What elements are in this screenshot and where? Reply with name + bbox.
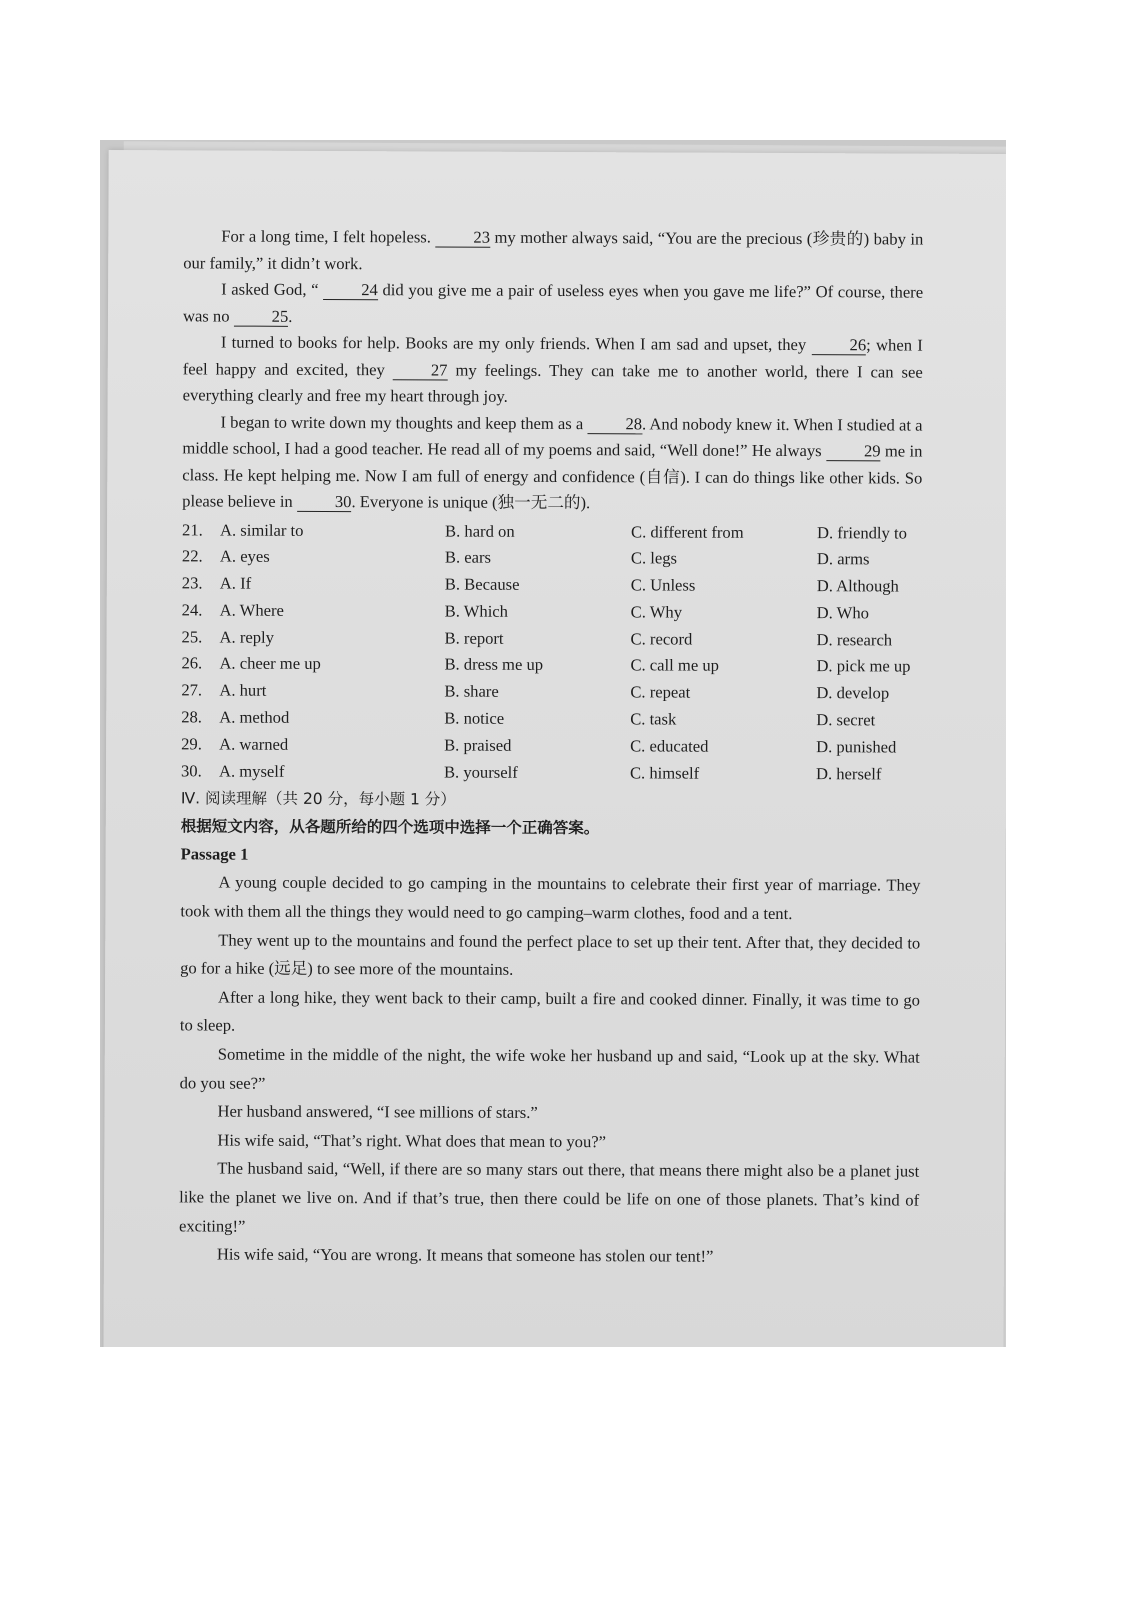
option-a: A. reply bbox=[219, 627, 275, 647]
blank-23: 23 bbox=[435, 228, 490, 247]
blank-27: 27 bbox=[393, 361, 448, 380]
option-a: A. hurt bbox=[219, 680, 267, 701]
question-row bbox=[181, 731, 921, 761]
option-b: B. Because bbox=[444, 574, 520, 594]
question-row bbox=[181, 758, 921, 788]
question-row bbox=[181, 704, 921, 734]
cloze-paragraph-2: I asked God, “ 24 did you give me a pair of useless eyes when you gave me life?” Of course, there was no 25. bbox=[182, 279, 924, 326]
blank-25: 25 bbox=[234, 307, 289, 326]
cloze-paragraph-4: I began to write down my thoughts and keep them as a 28. And nobody knew it. When I studied at a middle school, I had a good teacher. He read all of my poems and said, “Well done!” He always 29 me in class. He kept helping me. Now I am full of energy and confidence (自信). I can do things like other kids. So please believe in 30. Everyone is unique (独一无二的). bbox=[182, 412, 923, 513]
question-number: 22. bbox=[181, 546, 203, 566]
option-c: C. different from bbox=[631, 521, 744, 542]
cloze-paragraph-3: I turned to books for help. Books are my only friends. When I am sad and upset, they 26; when I feel happy and excited, they 27 my feelings. They can take me to another world, there I can see everything clearly and free my heart through joy. bbox=[182, 332, 923, 406]
blank-24: 24 bbox=[323, 281, 378, 300]
option-a: A. eyes bbox=[219, 546, 270, 567]
option-d: D. herself bbox=[815, 763, 882, 784]
question-row bbox=[182, 624, 922, 654]
photo-of-exam-page bbox=[100, 140, 1006, 1347]
option-c: C. Why bbox=[630, 602, 683, 622]
option-a: A. Where bbox=[219, 600, 284, 620]
option-b: B. report bbox=[444, 628, 504, 648]
option-d: D. friendly to bbox=[817, 522, 907, 543]
option-b: B. dress me up bbox=[444, 654, 544, 675]
option-c: C. task bbox=[630, 709, 677, 729]
option-c: C. himself bbox=[629, 762, 700, 783]
cloze-paragraph-1: For a long time, I felt hopeless. 23 my mother always said, “You are the precious (珍贵的) baby in our family,” it didn’t work. bbox=[183, 226, 924, 273]
question-number: 29. bbox=[181, 734, 202, 754]
question-number: 21. bbox=[182, 519, 203, 539]
passage-1-body bbox=[179, 869, 921, 1273]
option-d: D. develop bbox=[816, 683, 890, 703]
option-a: A. method bbox=[219, 707, 290, 727]
exam-sheet bbox=[103, 150, 1006, 1347]
question-number: 24. bbox=[181, 600, 203, 620]
question-number: 30. bbox=[180, 761, 202, 781]
option-c: C. record bbox=[630, 629, 693, 649]
question-number: 27. bbox=[181, 680, 203, 700]
question-row bbox=[182, 597, 922, 627]
option-a: A. similar to bbox=[220, 520, 304, 540]
question-row bbox=[182, 544, 922, 574]
option-b: B. Which bbox=[444, 601, 509, 621]
passage-title: Passage 1 bbox=[180, 844, 249, 865]
option-c: C. repeat bbox=[630, 682, 691, 702]
question-row bbox=[181, 651, 921, 681]
option-c: C. call me up bbox=[630, 655, 719, 676]
answer-options bbox=[181, 517, 922, 788]
option-d: D. Who bbox=[816, 603, 869, 623]
passage-paragraph: His wife said, “That’s right. What does that mean to you?” bbox=[217, 1130, 607, 1152]
option-c: C. Unless bbox=[630, 575, 696, 595]
option-a: A. myself bbox=[218, 761, 285, 781]
passage-paragraph: They went up to the mountains and found the perfect place to set up their tent. After that, they decided to go for a hike (远足) to see more of the mountains. bbox=[180, 930, 921, 980]
option-b: B. ears bbox=[444, 547, 492, 568]
blank-30: 30 bbox=[297, 493, 352, 512]
passage-paragraph: Her husband answered, “I see millions of stars.” bbox=[217, 1101, 538, 1123]
option-a: A. If bbox=[219, 573, 252, 593]
option-b: B. share bbox=[444, 681, 499, 702]
blank-26: 26 bbox=[812, 336, 867, 355]
option-b: B. hard on bbox=[445, 521, 515, 541]
passage-paragraph: A young couple decided to go camping in the mountains to celebrate their first year of marriage. They took with them all the things they would need to go camping–warm clothes, food and a tent. bbox=[180, 872, 921, 924]
option-b: B. praised bbox=[444, 735, 512, 755]
question-number: 25. bbox=[181, 627, 203, 647]
blank-28: 28 bbox=[587, 415, 642, 434]
question-row bbox=[181, 678, 921, 708]
passage-paragraph: The husband said, “Well, if there are so many stars out there, that means there might also be a planet just like the planet we live on. And if that’s true, then there could be life on one of those planets. That’s kind of exciting!” bbox=[178, 1158, 920, 1236]
question-number: 23. bbox=[181, 573, 203, 593]
option-d: D. secret bbox=[816, 710, 876, 730]
option-d: D. pick me up bbox=[816, 656, 911, 677]
section-instruction: 根据短文内容，从各题所给的四个选项中选择一个正确答案。 bbox=[180, 817, 600, 838]
option-b: B. yourself bbox=[443, 762, 518, 782]
option-d: D. punished bbox=[816, 737, 897, 757]
option-a: A. cheer me up bbox=[219, 654, 321, 674]
question-number: 28. bbox=[181, 707, 203, 727]
option-b: B. notice bbox=[444, 708, 505, 728]
question-row bbox=[182, 517, 922, 547]
passage-paragraph: Sometime in the middle of the night, the wife woke her husband up and said, “Look up at the sky. What do you see?” bbox=[179, 1044, 920, 1093]
section-heading: Ⅳ. 阅读理解（共 20 分，每小题 1 分） bbox=[180, 789, 456, 810]
passage-paragraph: His wife said, “You are wrong. It means that someone has stolen our tent!” bbox=[216, 1244, 714, 1266]
option-a: A. warned bbox=[219, 734, 289, 754]
option-c: C. legs bbox=[630, 548, 678, 568]
option-d: D. arms bbox=[816, 549, 870, 569]
passage-paragraph: After a long hike, they went back to their camp, built a fire and cooked dinner. Finally, it was time to go to sleep. bbox=[179, 987, 921, 1036]
option-d: D. research bbox=[816, 629, 893, 650]
question-row bbox=[182, 570, 922, 600]
question-number: 26. bbox=[181, 653, 203, 673]
option-c: C. educated bbox=[630, 736, 709, 756]
blank-29: 29 bbox=[826, 442, 881, 461]
option-d: D. Although bbox=[816, 576, 899, 596]
exam-content bbox=[179, 223, 924, 1272]
